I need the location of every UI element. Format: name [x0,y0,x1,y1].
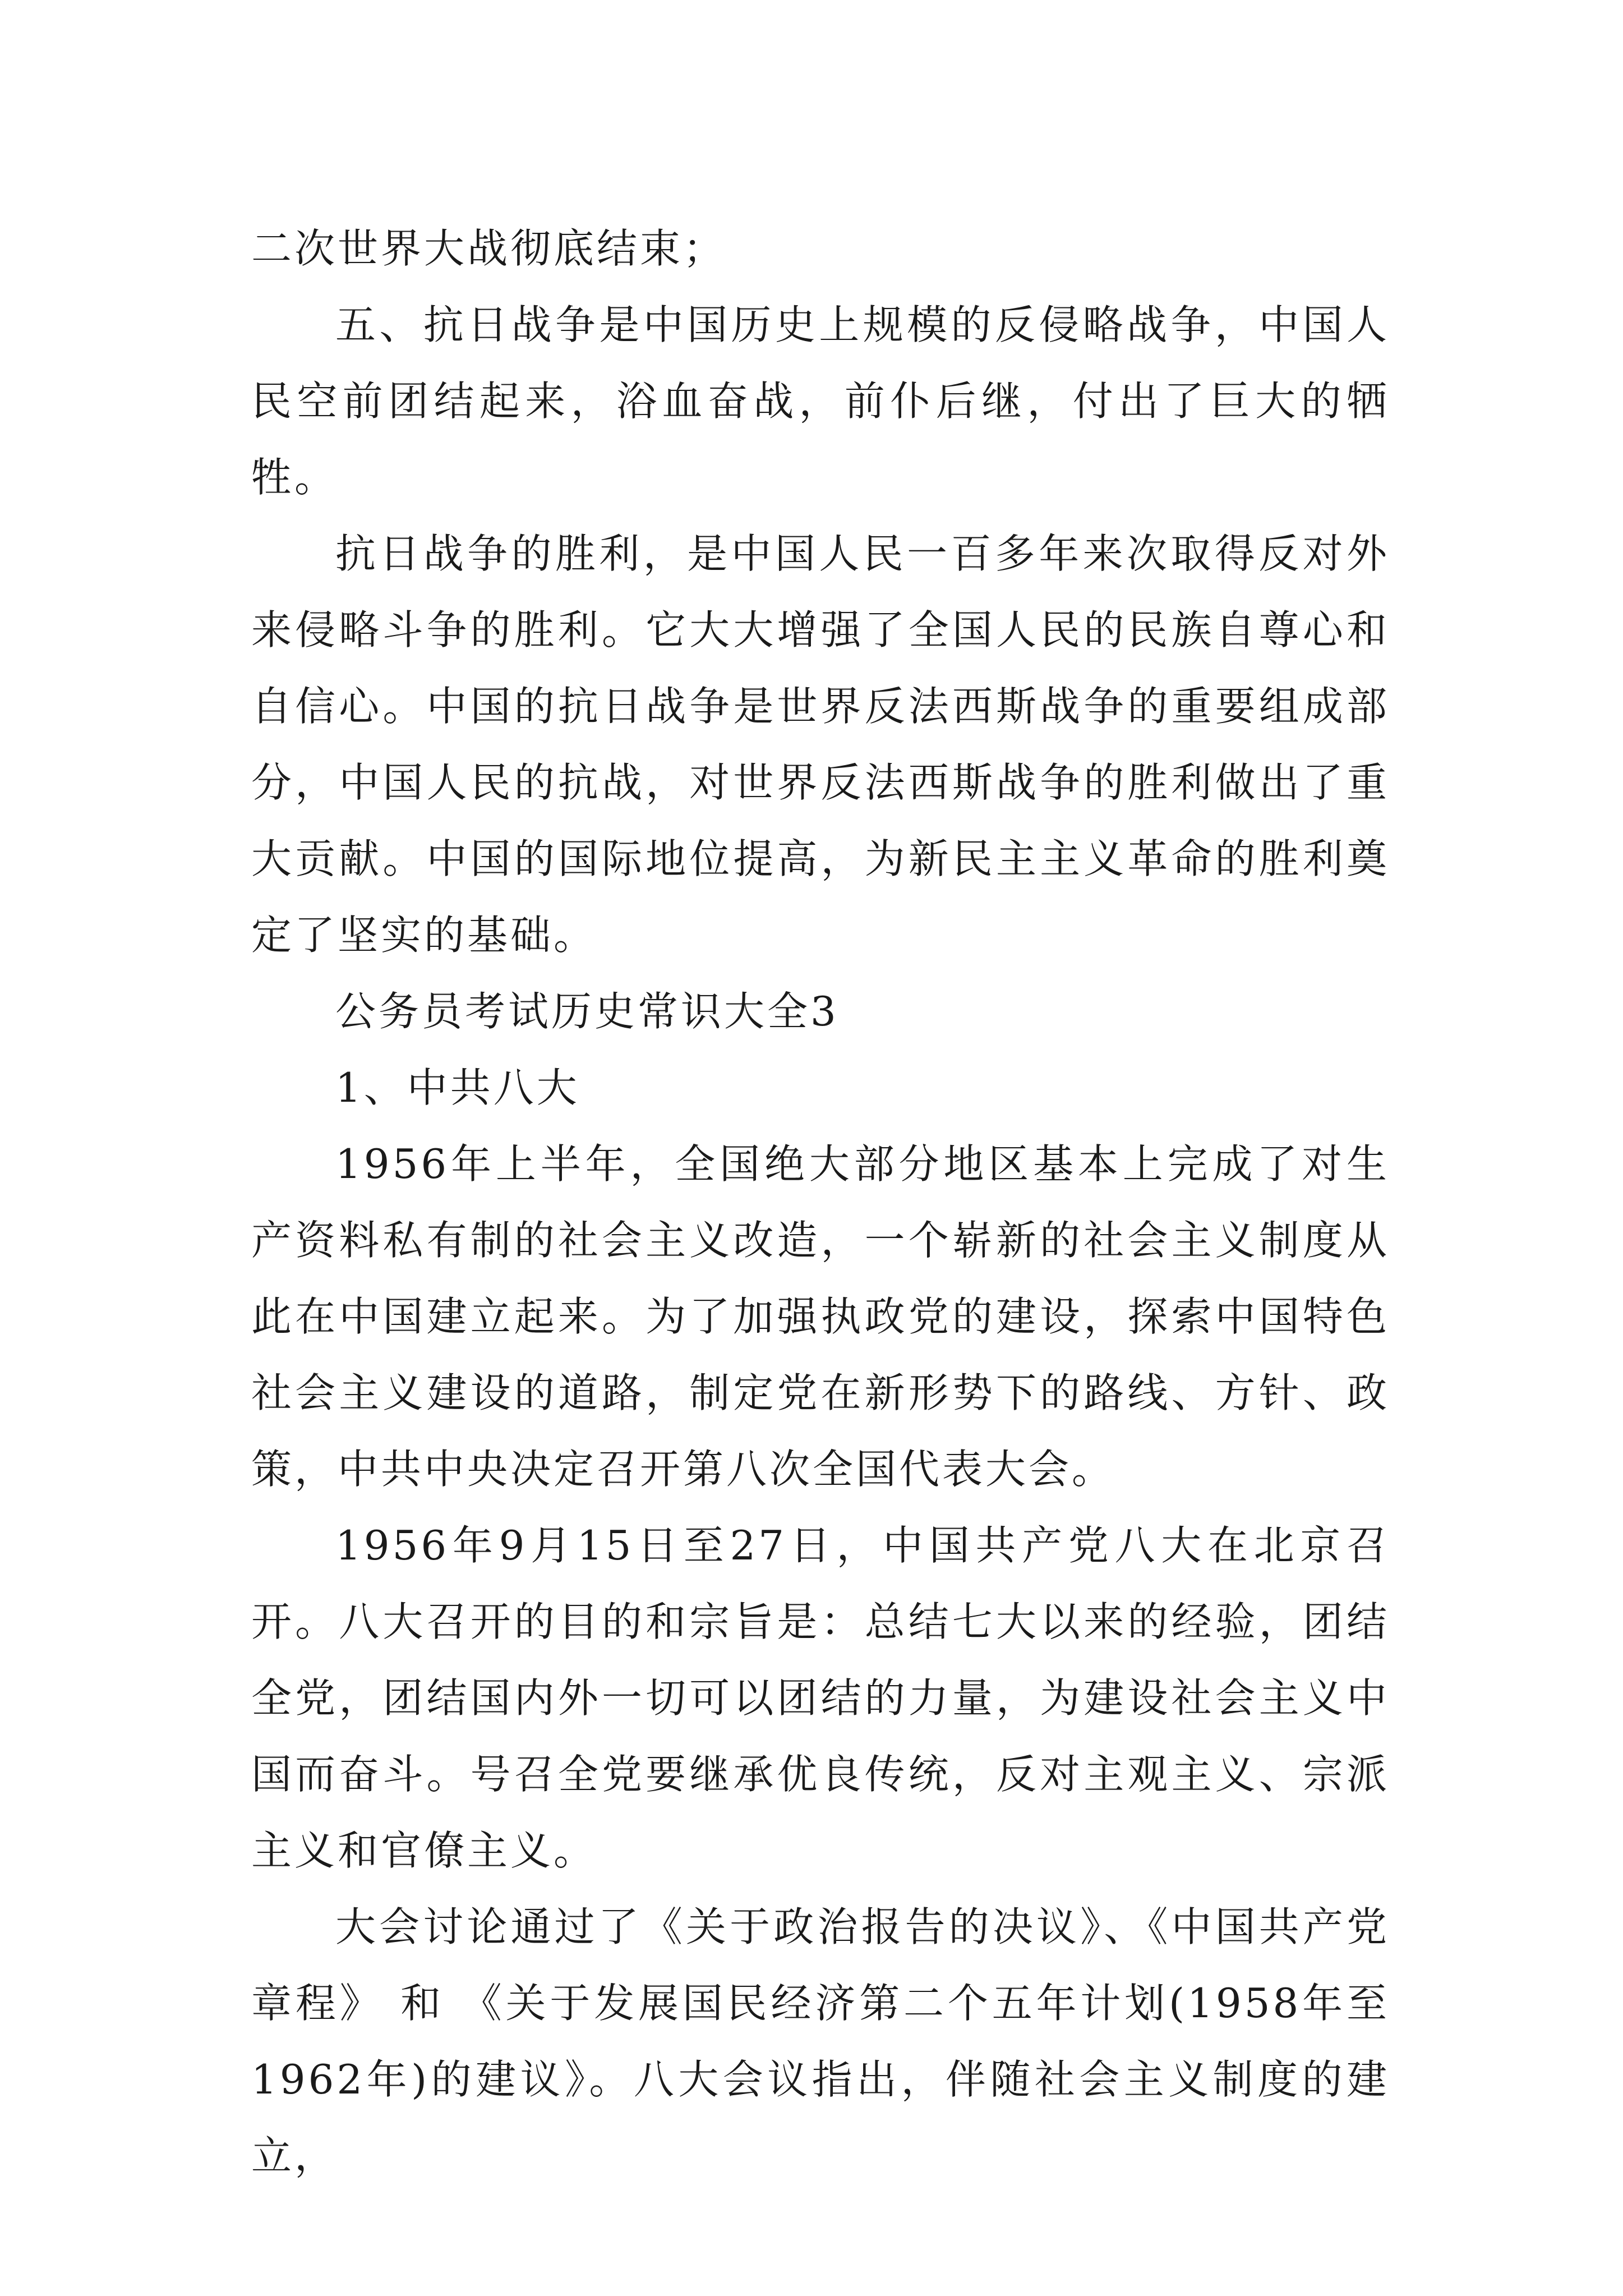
paragraph-6: 1956年上半年，全国绝大部分地区基本上完成了对生产资料私有制的社会主义改造，一个崭新的社会主义制度从此在中国建立起来。为了加强执政党的建设，探索中国特色社会主义建设的道路，制定党在新形势下的路线、方针、政策，中共中央决定召开第八次全国代表大会。 [251,1140,1390,1493]
section-heading: 公务员考试历史常识大全3 [335,988,839,1035]
paragraph-2: 五、抗日战争是中国历史上规模的反侵略战争，中国人民空前团结起来，浴血奋战，前仆后继，付出了巨大的牺牲。 [251,301,1390,501]
document-body [251,210,1390,2194]
paragraph-3: 抗日战争的胜利，是中国人民一百多年来次取得反对外来侵略斗争的胜利。它大大增强了全国人民的民族自尊心和自信心。中国的抗日战争是世界反法西斯战争的重要组成部分，中国人民的抗战，对世界反法西斯战争的胜利做出了重大贡献。中国的国际地位提高，为新民主主义革命的胜利奠定了坚实的基础。 [251,530,1390,959]
paragraph-7: 1956年9月15日至27日，中国共产党八大在北京召开。八大召开的目的和宗旨是：总结七大以来的经验，团结全党，团结国内外一切可以团结的力量，为建设社会主义中国而奋斗。号召全党要继承优良传统，反对主观主义、宗派主义和官僚主义。 [251,1522,1390,1874]
paragraph-8: 大会讨论通过了《关于政治报告的决议》、《中国共产党章程》 和 《关于发展国民经济第二个五年计划(1958年至1962年)的建议》。八大会议指出，伴随社会主义制度的建立， [251,1903,1390,2179]
paragraph-1: 二次世界大战彻底结束； [251,225,727,272]
subsection-heading: 1、中共八大 [335,1064,580,1111]
